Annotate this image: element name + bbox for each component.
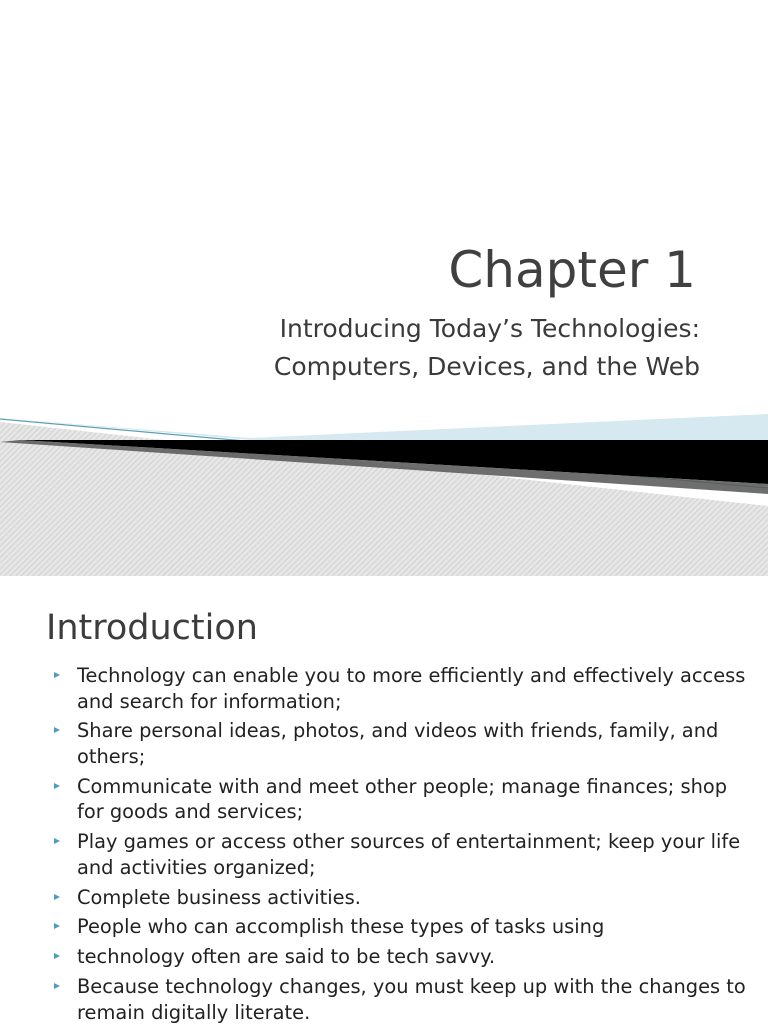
list-item: Play games or access other sources of entertainment; keep your life and activities organized; [50, 829, 750, 880]
bullet-arrow-icon [54, 838, 60, 844]
bullet-arrow-icon [54, 894, 60, 900]
bullet-arrow-icon [54, 727, 60, 733]
bullet-arrow-icon [54, 672, 60, 678]
subtitle-line-2: Computers, Devices, and the Web [273, 352, 700, 381]
slide-title: Chapter 1 [448, 241, 696, 299]
slide-subtitle [274, 310, 700, 386]
list-item: Share personal ideas, photos, and videos with friends, family, and others; [50, 718, 750, 769]
list-item: Communicate with and meet other people; manage finances; shop for goods and services; [50, 774, 750, 825]
list-item: technology often are said to be tech savvy. [50, 944, 750, 970]
list-item: People who can accomplish these types of tasks using [50, 914, 750, 940]
bullet-list [50, 663, 750, 1024]
subtitle-line-1: Introducing Today’s Technologies: [279, 314, 700, 343]
bullet-arrow-icon [54, 983, 60, 989]
bullet-arrow-icon [54, 783, 60, 789]
introduction-slide [0, 577, 768, 1024]
bullet-arrow-icon [54, 923, 60, 929]
list-item: Complete business activities. [50, 885, 750, 911]
list-item: Because technology changes, you must keep up with the changes to remain digitally literate. [50, 974, 750, 1024]
decorative-bands [0, 410, 768, 576]
slide-heading: Introduction [46, 608, 258, 648]
bullet-arrow-icon [54, 953, 60, 959]
list-item: Technology can enable you to more efficiently and effectively access and search for information; [50, 663, 750, 714]
